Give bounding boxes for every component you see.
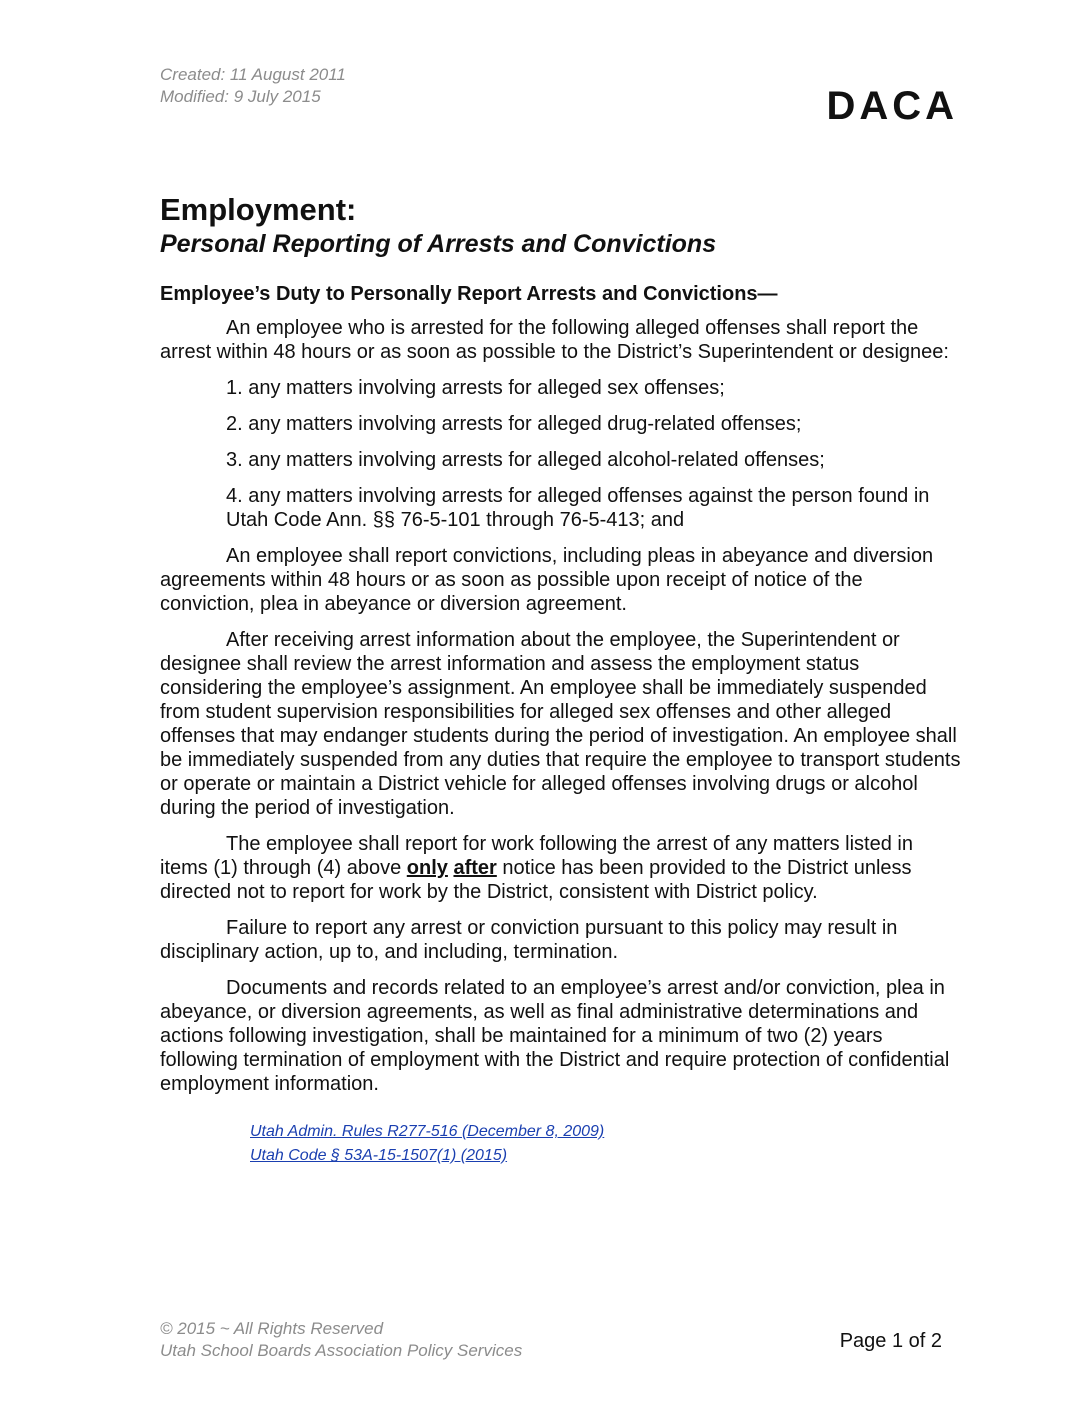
- document-body: [160, 282, 962, 1168]
- policy-code: DACA: [826, 84, 958, 128]
- intro-paragraph: An employee who is arrested for the following alleged offenses shall report the arrest within 48 hours or as soon as possible to the District’s Superintendent or designee:: [160, 317, 949, 363]
- list-item: 2. any matters involving arrests for alleged drug-related offenses;: [226, 413, 802, 435]
- page-title: Employment:: [160, 192, 357, 227]
- footer-copyright: © 2015 ~ All Rights Reserved: [160, 1319, 384, 1338]
- page-number: Page 1 of 2: [839, 1330, 942, 1352]
- created-date: Created: 11 August 2011: [160, 65, 346, 84]
- document-metadata: [160, 64, 346, 108]
- offense-list: [160, 376, 962, 532]
- footer-copyright-block: [160, 1318, 522, 1362]
- review-paragraph: After receiving arrest information about the employee, the Superintendent or designee shall review the arrest information and assess the employment status considering the employee’s assignment. An employee shall be immediately suspended from student supervision responsibilities for alleged sex offenses and other alleged offenses that may endanger students during the period of investigation. An employee shall be immediately suspended from any duties that require the employee to transport students or operate or maintain a District vehicle for alleged offenses involving drugs or alcohol during the period of investigation.: [160, 629, 961, 819]
- footer-org: Utah School Boards Association Policy Services: [160, 1341, 523, 1360]
- reference-link-utah-code[interactable]: Utah Code § 53A-15-1507(1) (2015): [250, 1147, 508, 1164]
- report-for-work-rest: notice has been provided to the District unless directed not to report for work by the District, consistent with District policy.: [160, 857, 912, 903]
- list-item: 1. any matters involving arrests for alleged sex offenses;: [226, 377, 725, 399]
- list-item: 3. any matters involving arrests for alleged alcohol-related offenses;: [226, 449, 825, 471]
- list-item: 4. any matters involving arrests for alleged offenses against the person found in Utah Code Ann. §§ 76-5-101 through 76-5-413; and: [226, 485, 930, 531]
- page-subtitle: Personal Reporting of Arrests and Convictions: [160, 230, 717, 258]
- emphasis-only: only: [406, 857, 448, 879]
- failure-paragraph: Failure to report any arrest or conviction pursuant to this policy may result in disciplinary action, up to, and including, termination.: [160, 917, 898, 963]
- section-heading: Employee’s Duty to Personally Report Arrests and Convictions—: [160, 283, 778, 305]
- legal-references: [250, 1120, 962, 1168]
- report-for-work-paragraph: [160, 832, 962, 904]
- report-for-work-text: The employee shall report for work following the arrest of any matters listed in items (1) through (4) above: [160, 833, 913, 879]
- reference-link-admin-rules[interactable]: Utah Admin. Rules R277-516 (December 8, 2009): [250, 1123, 605, 1140]
- records-paragraph: Documents and records related to an employee’s arrest and/or conviction, plea in abeyance, or diversion agreements, as well as final administrative determinations and actions following investigation, shall be maintained for a minimum of two (2) years following termination of employment with the District and require protection of confidential employment information.: [160, 977, 950, 1095]
- modified-date: Modified: 9 July 2015: [160, 87, 321, 106]
- document-titles: [160, 192, 960, 260]
- emphasis-after: after: [453, 857, 497, 879]
- convictions-paragraph: An employee shall report convictions, including pleas in abeyance and diversion agreements within 48 hours or as soon as possible upon receipt of notice of the conviction, plea in abeyance or diversion agreement.: [160, 545, 934, 615]
